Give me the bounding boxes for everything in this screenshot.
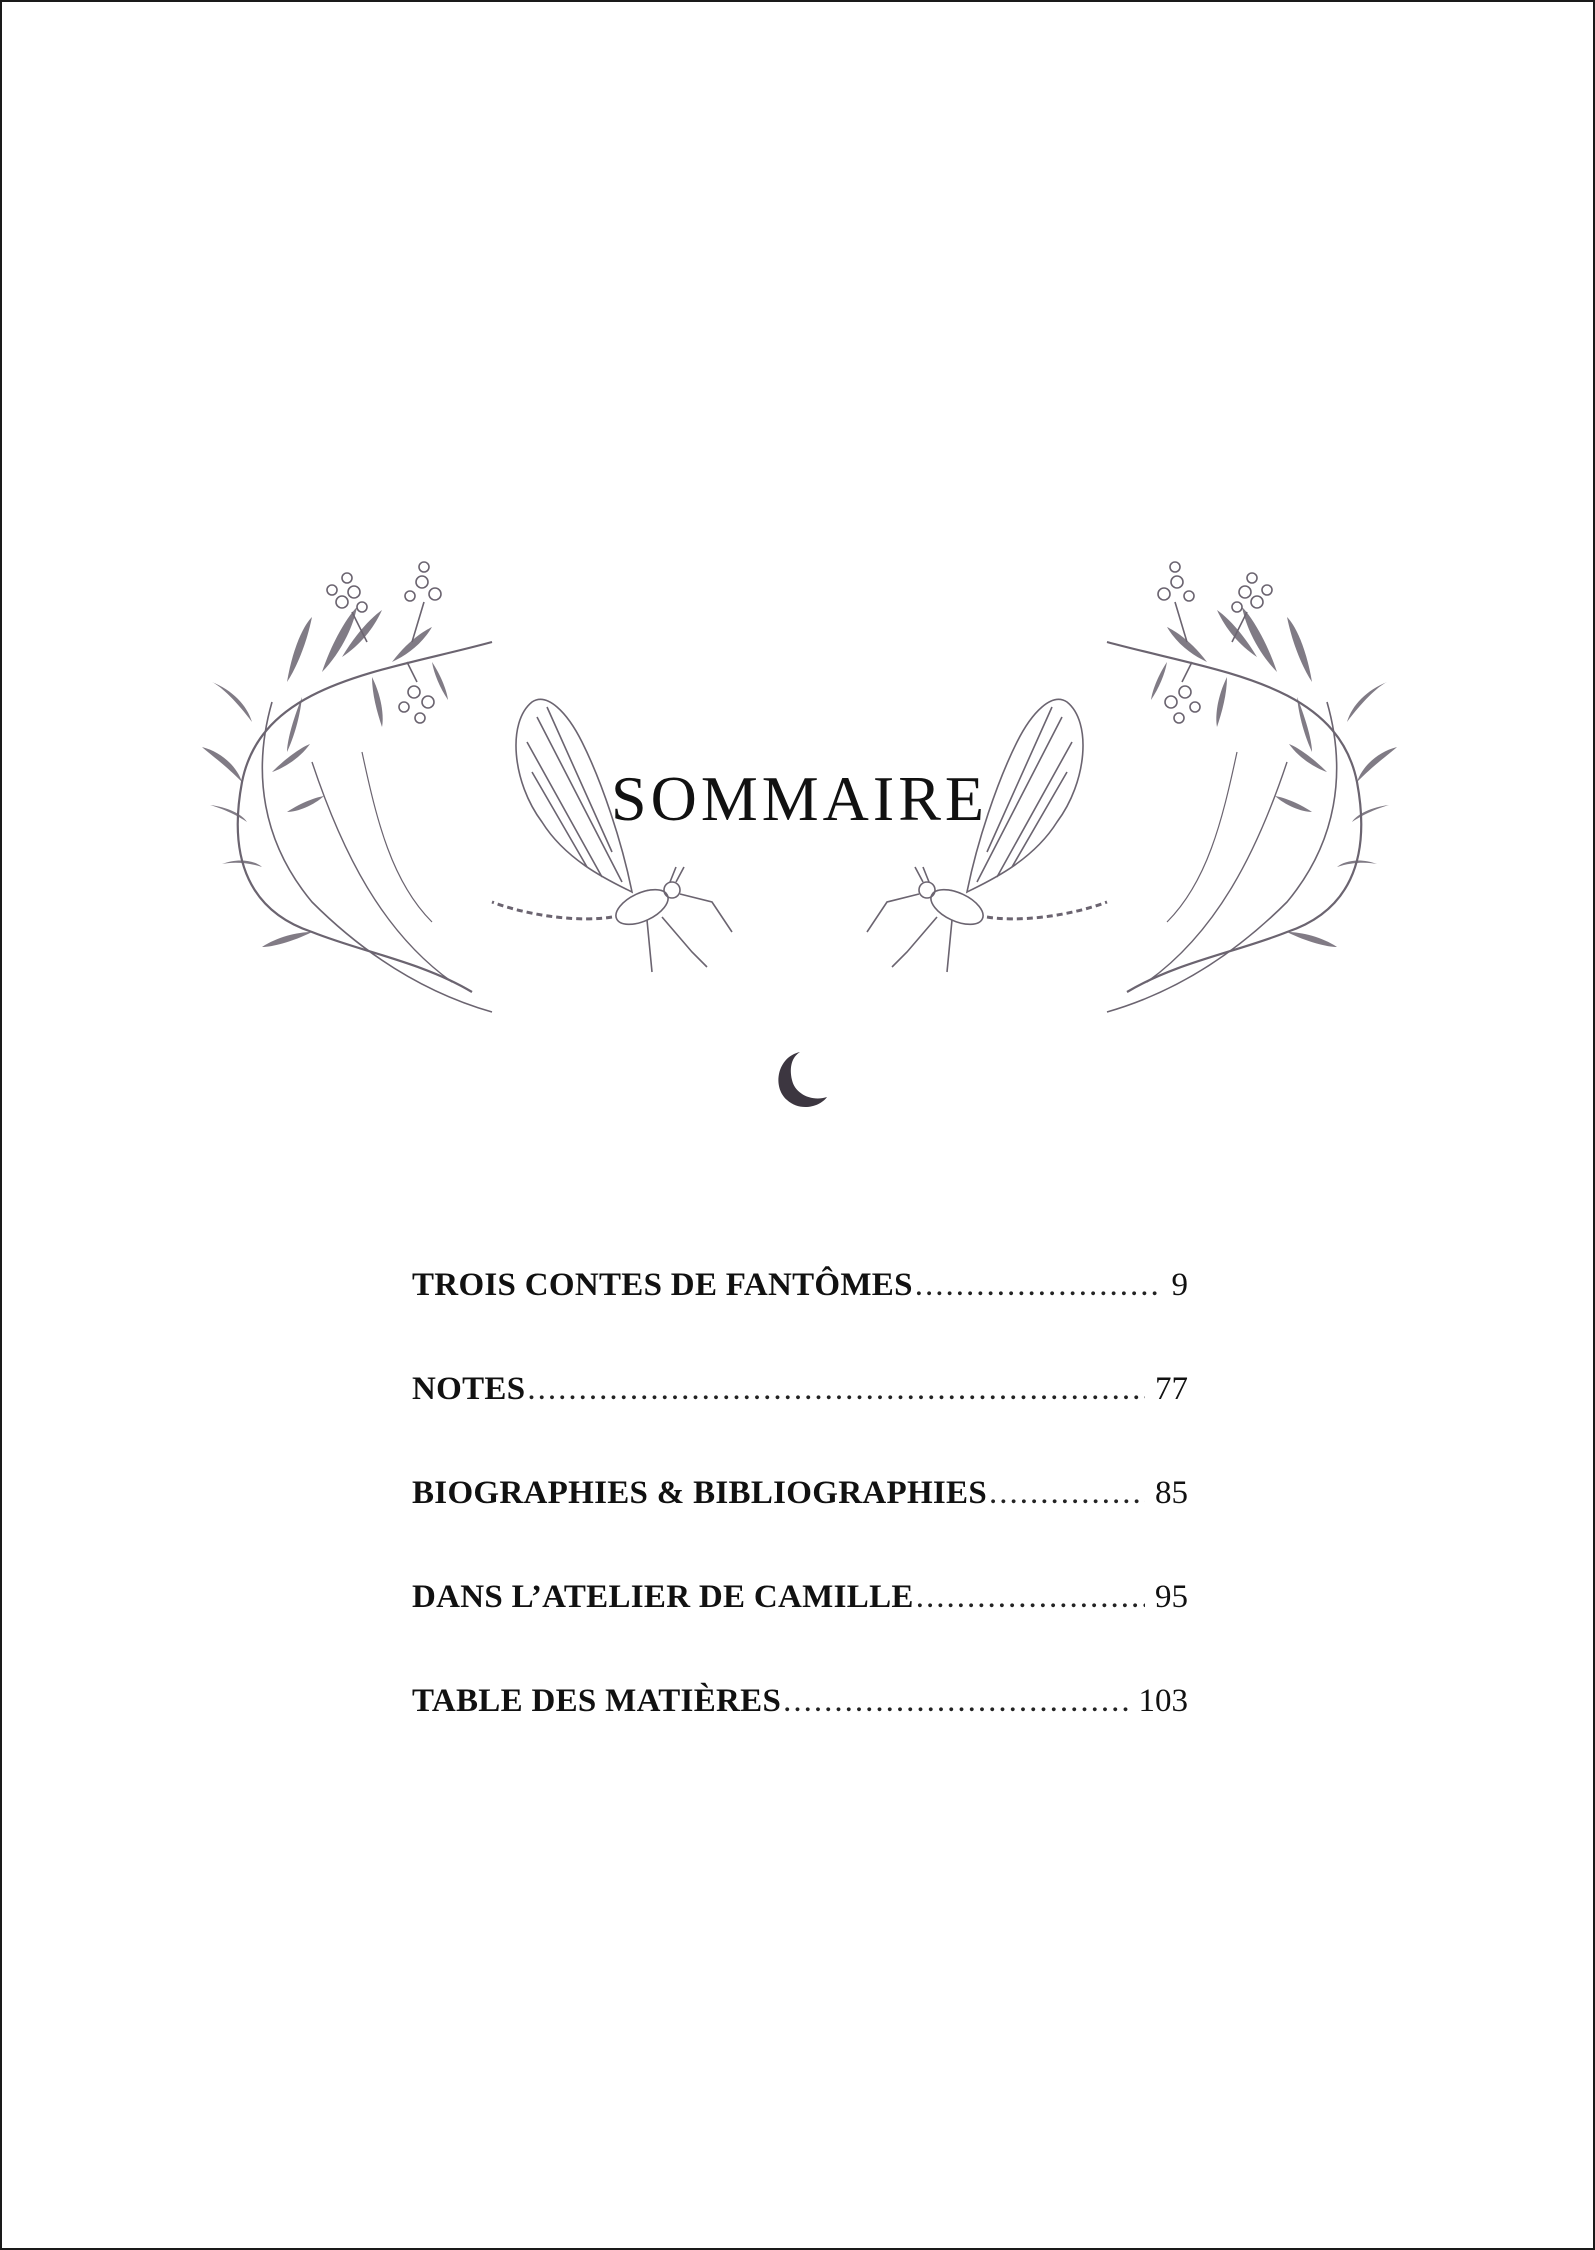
toc-entry[interactable] xyxy=(412,1579,1188,1683)
toc-entry-page: 95 xyxy=(1155,1579,1188,1615)
toc-entry-page: 85 xyxy=(1155,1475,1188,1511)
dot-leader xyxy=(915,1267,1162,1304)
toc-entry-page: 77 xyxy=(1155,1371,1188,1407)
toc-entry-label: NOTES xyxy=(412,1371,526,1407)
dot-leader xyxy=(527,1371,1145,1408)
toc-entry-page: 9 xyxy=(1171,1267,1188,1303)
toc-entry-label: BIOGRAPHIES & BIBLIOGRAPHIES xyxy=(412,1475,988,1511)
toc-entry-page: 103 xyxy=(1138,1683,1188,1719)
toc-entry[interactable] xyxy=(412,1267,1188,1371)
toc-entry[interactable] xyxy=(412,1371,1188,1475)
page-title: SOMMAIRE xyxy=(611,763,988,834)
toc-entry-label: TROIS CONTES DE FANTÔMES xyxy=(412,1267,913,1303)
toc-entry-label: DANS L’ATELIER DE CAMILLE xyxy=(412,1579,914,1615)
toc-entry-label: TABLE DES MATIÈRES xyxy=(412,1683,782,1719)
dot-leader xyxy=(989,1475,1145,1512)
dot-leader xyxy=(783,1683,1128,1720)
dot-leader xyxy=(916,1579,1145,1616)
toc-entry[interactable] xyxy=(412,1683,1188,1787)
crescent-moon-icon xyxy=(778,1052,827,1107)
toc-entry[interactable] xyxy=(412,1475,1188,1579)
table-of-contents xyxy=(412,1267,1188,1787)
